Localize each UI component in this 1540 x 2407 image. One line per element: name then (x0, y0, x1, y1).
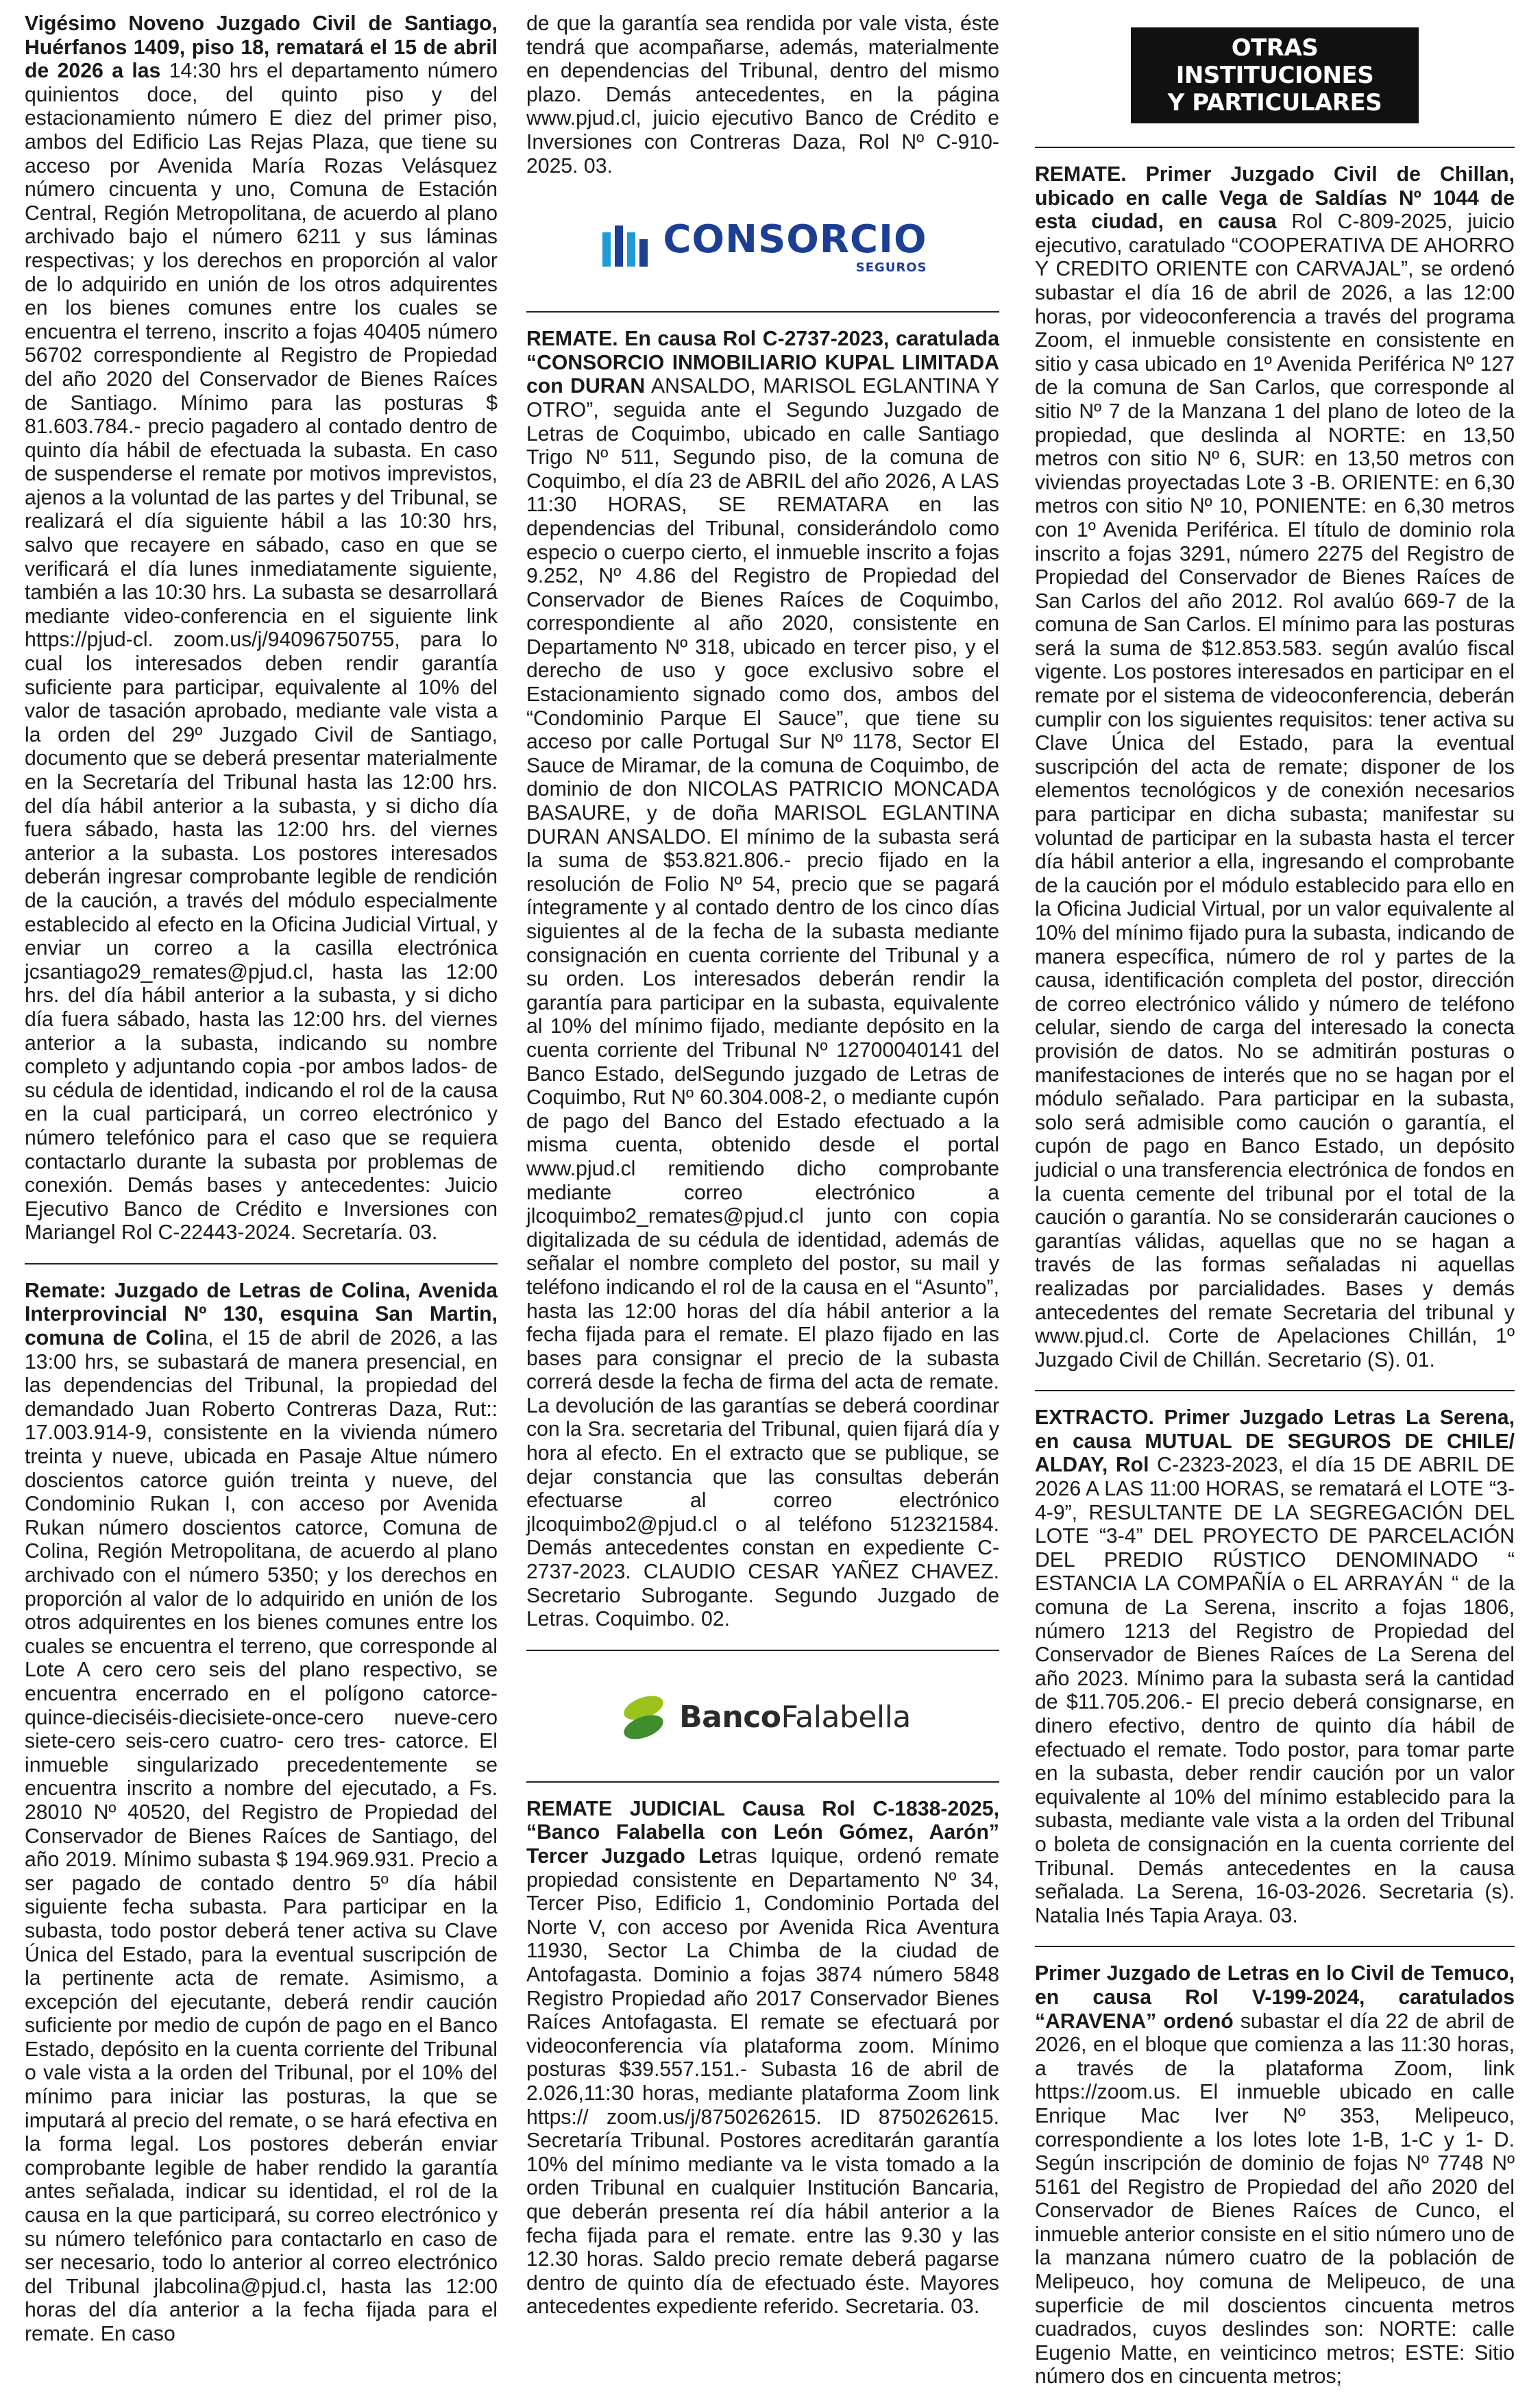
section-title-line-1: OTRAS INSTITUCIONES (1175, 34, 1374, 89)
notice-body: tras Iquique, ordenó remate propiedad consistente en Departamento Nº 34, Tercer Piso, Edificio 1, Condominio Portada del Norte V, con acceso por Avenida Rica Aventura 11930, Sector La Chimba de la ciudad de Antofagasta. Dominio a fojas 3874 número 5848 Registro Propiedad año 2017 Conservador Bienes Raíces Antofagasta. El remate se efectuará por videoconferencia vía plataforma zoom. Mínimo posturas $39.557.151.- Subasta 16 de abril de 2.026,11:30 horas, mediante plataforma Zoom link https:// zoom.us/j/8750262615. ID 8750262615. Secretaría Tribunal. Postores acreditarán garantía 10% del mínimo mediante va le vista tomado a la orden Tribunal en cualquier Institución Bancaria, que deberán presenta reí día hábil anterior a la fecha fijada para el remate. entre las 9.30 y las 12.30 horas. Saldo precio remate deberá pagarse dentro de quinto día de efectuado éste. Mayores antecedentes expediente referido. Secretaria. 03. (526, 1845, 1000, 2319)
section-title-line-2: Y PARTICULARES (1167, 89, 1382, 117)
notice-text (1035, 163, 1515, 1372)
notice-body: C-2323-2023, el día 15 DE ABRIL DE 2026 A LAS 11:00 HORAS, se rematará el LOTE “3-4-9”, RESULTANTE DE LA SEGREGACIÓN DEL LOTE “3-4” DEL PROYECTO DE PARCELACIÓN DEL PREDIO RÚSTICO DENOMINADO “ ESTANCIA LA COMPAÑÍA o EL ARRAYÁN “ de la comuna de La Serena, inscrito a fojas 1806, número 1213 del Registro de Propiedad del Conservador de Bienes Raíces de La Serena del año 2023. Mínimo para la subasta será la cantidad de $11.705.206.- El precio deberá consignarse, en dinero efectivo, dentro de quinto día hábil de efectuado el remate. Todo postor, para tomar parte en la subasta, deber rendir caución por un valor equivalente al 10% del mínimo establecido para la subasta, mediante vale vista a la orden del Tribunal o boleta de consignación en la cuenta corriente del Tribunal. Demás antecedentes en la causa señalada. La Serena, 16-03-2026. Secretaria (s). Natalia Inés Tapia Araya. 03. (1035, 1454, 1515, 1927)
column-1 (25, 12, 498, 2365)
notice-heading: Vigésimo Noveno Juzgado Civil de Santiago, Huérfanos 1409, piso 18, rematará el 15 de abril de 2026 a las (25, 12, 498, 83)
falabella-leaf-icon (615, 1689, 672, 1746)
notice-la-serena (1035, 1406, 1515, 1928)
notice-colina-continued (526, 12, 999, 178)
notice-heading: REMATE JUDICIAL Causa Rol C-1838-2025, “Banco Falabella con León Gómez, Aarón” Tercer Juzgado Le (526, 1797, 999, 1868)
notice-body: ANSALDO, MARISOL EGLANTINA Y OTRO”, seguida ante el Segundo Juzgado de Letras de Coquimbo, ubicado en calle Santiago Trigo Nº 511, Segundo piso, de la comuna de Coquimbo, el día 23 de ABRIL del año 2026, A LAS 11:30 HORAS, SE REMATARA en las dependencias del Tribunal, considerándolo como especio o cuerpo cierto, el inmueble inscrito a fojas 9.252, Nº 4.86 del Registro de Propiedad del Conservador de Bienes Raíces de Coquimbo, correspondiente al año 2020, consistente en Departamento Nº 318, ubicado en tercer piso, y el derecho de uso y goce exclusivo sobre el Estacionamiento signado como dos, ambos del “Condominio Parque El Sauce”, que tiene su acceso por calle Portugal Sur Nº 1178, Sector El Sauce de Miramar, de la comuna de Coquimbo, de dominio de don NICOLAS PATRICIO MONCADA BASAURE, y de doña MARISOL EGLANTINA DURAN ANSALDO. El mínimo de la subasta será la suma de $53.821.806.- precio fijado en la resolución de Folio Nº 54, precio que se pagará íntegramente y al contado dentro de los cinco días siguientes al de la fecha de la subasta mediante consignación en cuenta corriente del Tribunal y a su orden. Los interesados deberán rendir la garantía para participar en la subasta, equivalente al 10% del mínimo fijado, mediante depósito en la cuenta corriente del Tribunal Nº 12700040141 del Banco Estado, delSegundo juzgado de Letras de Coquimbo, Rut Nº 60.304.008-2, o mediante cupón de pago del Banco del Estado efectuado a la misma cuenta, obtenido desde el portal www.pjud.cl remitiendo dicho comprobante mediante correo electrónico a jlcoquimbo2_remates@pjud.cl junto con copia digitalizada de su cédula de identidad, además de señalar el nombre completo del postor, su mail y teléfono indicando el rol de la causa en el “Asunto”, hasta las 12:00 horas del día hábil anterior a la fecha fijada para el remate. El plazo fijado en las bases para consignar el precio de la subasta correrá desde la fecha de firma del acta de remate. La devolución de las garantías se deberá coordinar con la Sra. secretaria del Tribunal, quien fijará día y hora al efecto. En el extracto que se publique, se dejar constancia que las consultas deberán efectuarse al correo electrónico jlcoquimbo2@pjud.cl o al teléfono 512321584. Demás antecedentes constan en expediente C-2737-2023. CLAUDIO CESAR YAÑEZ CHAVEZ. Secretario Subrogante. Segundo Juzgado de Letras. Coquimbo. 02. (526, 375, 999, 1631)
notice-temuco (1035, 1962, 1515, 2389)
notice-text (526, 328, 999, 1632)
notice-heading: REMATE. Primer Juzgado Civil de Chillan, ubicado en calle Vega de Saldías Nº 1044 de esta ciudad, en causa (1035, 163, 1515, 234)
notice-heading: EXTRACTO. Primer Juzgado Letras La Serena, en causa MUTUAL DE SEGUROS DE CHILE/ ALDAY, Rol (1035, 1406, 1515, 1477)
notice-coquimbo (526, 328, 999, 1632)
consorcio-subtitle: SEGUROS (855, 260, 927, 275)
consorcio-emblem-icon (598, 220, 653, 275)
notice-text (25, 1280, 498, 2347)
divider (526, 311, 999, 313)
falabella-wordmark-falabella: Falabella (781, 1700, 911, 1735)
divider (1035, 1390, 1515, 1391)
section-title (1131, 27, 1419, 123)
notice-iquique (526, 1798, 999, 2319)
notice-text (25, 12, 498, 1245)
notice-body: na, el 15 de abril de 2026, a las 13:00 hrs, se subastará de manera presencial, en las dependencias del Tribunal, la propiedad del demandado Juan Roberto Contreras Daza, Rut:: 17.003.914-9, consistente en la vivienda número treinta y nueve, ubicada en Pasaje Altue número doscientos catorce guión treinta y nueve, del Condominio Rukan I, con acceso por Avenida Rukan número doscientos catorce, Comuna de Colina, Región Metropolitana, de acuerdo al plano archivado con el número 5350; y los derechos en proporción al valor de lo adquirido en unión de los otros adquirentes en los bienes comunes entre los cuales se encuentra el terreno, que corresponde al Lote A cero cero seis del plano respectivo, se encuentra encerrado en el polígono catorce-quince-dieciséis-diecisiete-once-cero nueve-cero siete-cero seis-cero cuatro- cero tres- catorce. El inmueble singularizado precedentemente se encuentra inscrito a nombre del ejecutado, a Fs. 28010 Nº 40520, del Registro de Propiedad del Conservador de Bienes Raíces de Santiago, del año 2019. Mínimo subasta $ 194.969.931. Precio a ser pagado de contado dentro 5º día hábil siguiente fecha subasta. Para participar en la subasta, todo postor deberá tener activa su Clave Única del Estado, para la eventual suscripción de la pertinente acta de remate. Asimismo, a excepción del ejecutante, deberá rendir caución suficiente por medio de cupón de pago en el Banco Estado, depósito en la cuenta corriente del Tribunal o vale vista a la orden del Tribunal, por el 10% del mínimo para iniciar las posturas, la que se imputará al precio del remate, o se hará efectiva en la forma legal. Los postores deberán enviar comprobante legible de haber rendido la garantía antes señalada, indicar su identidad, el rol de la causa en la que participará, su correo electrónico y su número telefónico para contactarlo en caso de ser necesario, todo lo anterior al correo electrónico del Tribunal jlabcolina@pjud.cl, hasta las 12:00 horas del día anterior a la fecha fijada para el remate. En caso (25, 1327, 498, 2345)
falabella-wordmark (679, 1700, 911, 1735)
notice-chillan (1035, 163, 1515, 1372)
column-2 (526, 12, 999, 2337)
notice-heading: Remate: Juzgado de Letras de Colina, Avenida Interprovincial Nº 130, esquina San Martin, comuna de Coli (25, 1279, 498, 1350)
divider (1035, 147, 1515, 148)
section-header (1035, 27, 1515, 123)
notice-text (526, 1798, 999, 2319)
divider (1035, 1946, 1515, 1947)
banco-falabella-logo (526, 1666, 999, 1769)
notice-body: 14:30 hrs el departamento número quinientos doce, del quinto piso y del estacionamiento número E diez del primer piso, ambos del Edificio Las Rejas Plaza, que tiene su acceso por Avenida María Rozas Velásquez número cincuenta y uno, Comuna de Estación Central, Región Metropolitana, de acuerdo al plano archivado bajo el número 6211 y sus láminas respectivas; y los derechos en proporción al valor de lo adquirido en unión de los otros adquirentes en los bienes comunes entre los cuales se encuentra el terreno, inscrito a fojas 40405 número 56702 correspondiente al Registro de Propiedad del año 2020 del Conservador de Bienes Raíces de Santiago. Mínimo para las posturas $ 81.603.784.- precio pagadero al contado dentro de quinto día hábil de efectuada la subasta. En caso de suspenderse el remate por motivos imprevistos, ajenos a la voluntad de las partes y del Tribunal, se realizará el día siguiente hábil a las 10:30 hrs, salvo que recayere en sábado, caso en que se verificará el día lunes inmediatamente siguiente, también a las 10:30 hrs. La subasta se desarrollará mediante video-conferencia en el siguiente link https://pjud-cl. zoom.us/j/94096750755, para lo cual los interesados deben rendir garantía suficiente para participar, equivalente al 10% del valor de tasación aprobado, mediante vale vista a la orden del 29º Juzgado Civil de Santiago, documento que se deberá presentar materialmente en la Secretaría del Tribunal hasta las 12:00 hrs. del día hábil anterior a la subasta, y si dicho día fuera sábado, hasta las 12:00 hrs. del viernes anterior a la subasta. Los postores interesados deberán ingresar comprobante legible de rendición de la caución, a través del módulo especialmente establecido al efecto en la Oficina Judicial Virtual, y enviar un correo a la casilla electrónica jcsantiago29_remates@pjud.cl, hasta las 12:00 hrs. del día hábil anterior a la subasta, y si dicho día fuera sábado, hasta las 12:00 hrs. del viernes anterior a la subasta, indicando su nombre completo y adjuntando copia -por ambos lados- de su cédula de identidad, indicando el rol de la causa en la cual participará, un correo electrónico y número telefónico para el caso que se requiera contactarlo durante la subasta por problemas de conexión. Demás bases y antecedentes: Juicio Ejecutivo Banco de Crédito e Inversiones con Mariangel Rol C-22443-2024. Secretaría. 03. (25, 60, 498, 1245)
notice-body: Rol C-809-2025, juicio ejecutivo, caratulado “COOPERATIVA DE AHORRO Y CREDITO ORIENTE con CARVAJAL”, se ordenó subastar el día 16 de abril de 2026, a las 12:00 horas, por videoconferencia a través del programa Zoom, el inmueble consistente en consistente en sitio y casa ubicado en 1º Avenida Periférica Nº 127 de la comuna de San Carlos, que corresponde al sitio Nº 7 de la Manzana 1 del plano de loteo de la propiedad, que deslinda al NORTE: en 13,50 metros con sitio Nº 6, SUR: en 13,50 metros con viviendas proyectadas Lote 3 -B. ORIENTE: en 6,30 metros con sitio Nº 10, PONIENTE: en 6,30 metros con 1º Avenida Periférica. El título de dominio rola inscrito a fojas 3291, número 2275 del Registro de Propiedad del Conservador de Bienes Raíces de San Carlos del año 2012. Rol avalúo 669-7 de la comuna de San Carlos. El mínimo para las posturas será la suma de $12.853.583. según avalúo fiscal vigente. Los postores interesados en participar en el remate por el sistema de videoconferencia, deberán cumplir con los siguientes requisitos: tener activa su Clave Única del Estado, para la eventual suscripción del acta de remate; disponer de los elementos tecnológicos y de conexión necesarios para participar en dicha subasta; manifestar su voluntad de participar en la subasta hasta el tercer día hábil anterior a ella, ingresando el comprobante de la caución por el módulo establecido para ello en la Oficina Judicial Virtual, por un valor equivalente al 10% del mínimo fijado pura la subasta, indicando de manera específica, número de rol y partes de la causa, identificación completa del postor, dirección de correo electrónico válido y número de teléfono celular, siendo de carga del interesado la conecta provisión de datos. No se admitirán posturas o manifestaciones de interés que no se hagan por el módulo señalado. Para participar en la subasta, solo será admisible como caución o garantía, el cupón de pago en Banco Estado, un depósito judicial o una transferencia electrónica de fondos en la cuenta cemente del tribunal por el total de la caución o garantía. No se considerarán cauciones o garantías válidas, aquellas que no se hagan a través de las formas señaladas ni aquellas realizadas por parcialidades. Bases y demás antecedentes del remate Secretaria del tribunal y www.pjud.cl. Corte de Apelaciones Chillán, 1º Juzgado Civil de Chillán. Secretario (S). 01. (1035, 210, 1515, 1371)
column-3 (1035, 12, 1515, 2407)
notice-29-juzgado-santiago (25, 12, 498, 1245)
notice-heading: Primer Juzgado de Letras en lo Civil de Temuco, en causa Rol V-199-2024, caratulados “ARAVENA” ordenó (1035, 1962, 1515, 2033)
consorcio-wordmark: CONSORCIO (663, 217, 927, 262)
notice-text (1035, 1406, 1515, 1928)
notice-body: subastar el día 22 de abril de 2026, en el bloque que comienza a las 11:30 horas, a través de la plataforma Zoom, link https://zoom.us. El inmueble ubicado en calle Enrique Mac Iver Nº 353, Melipeuco, correspondiente a los lotes lote 1-B, 1-C y 1- D. Según inscripción de dominio de fojas Nº 7748 Nº 5161 del Registro de Propiedad del año 2020 del Conservador de Bienes Raíces de Cunco, el inmueble anterior consiste en el sitio número uno de la manzana número cuatro de la población de Melipeuco, hoy comuna de Melipeuco, de una superficie de mil doscientos cincuenta metros cuadrados, cuyos deslindes son: NORTE: calle Eugenio Matte, en veinticinco metros; ESTE: Sitio número dos en cincuenta metros; (1035, 2009, 1515, 2388)
divider (25, 1263, 498, 1264)
notice-heading: REMATE. En causa Rol C-2737-2023, caratulada “CONSORCIO INMOBILIARIO KUPAL LIMITADA con DURAN (526, 328, 999, 398)
notice-text: de que la garantía sea rendida por vale vista, éste tendrá que acompañarse, además, materialmente en dependencias del Tribunal, dentro del mismo plazo. Demás antecedentes, en la página www.pjud.cl, juicio ejecutivo Banco de Crédito e Inversiones con Contreras Daza, Rol Nº C-910-2025. 03. (526, 12, 999, 178)
divider (526, 1650, 999, 1651)
divider (526, 1781, 999, 1783)
falabella-wordmark-banco: Banco (679, 1700, 781, 1735)
notice-juzgado-colina (25, 1280, 498, 2347)
consorcio-logo (526, 196, 999, 299)
notice-text (1035, 1962, 1515, 2389)
